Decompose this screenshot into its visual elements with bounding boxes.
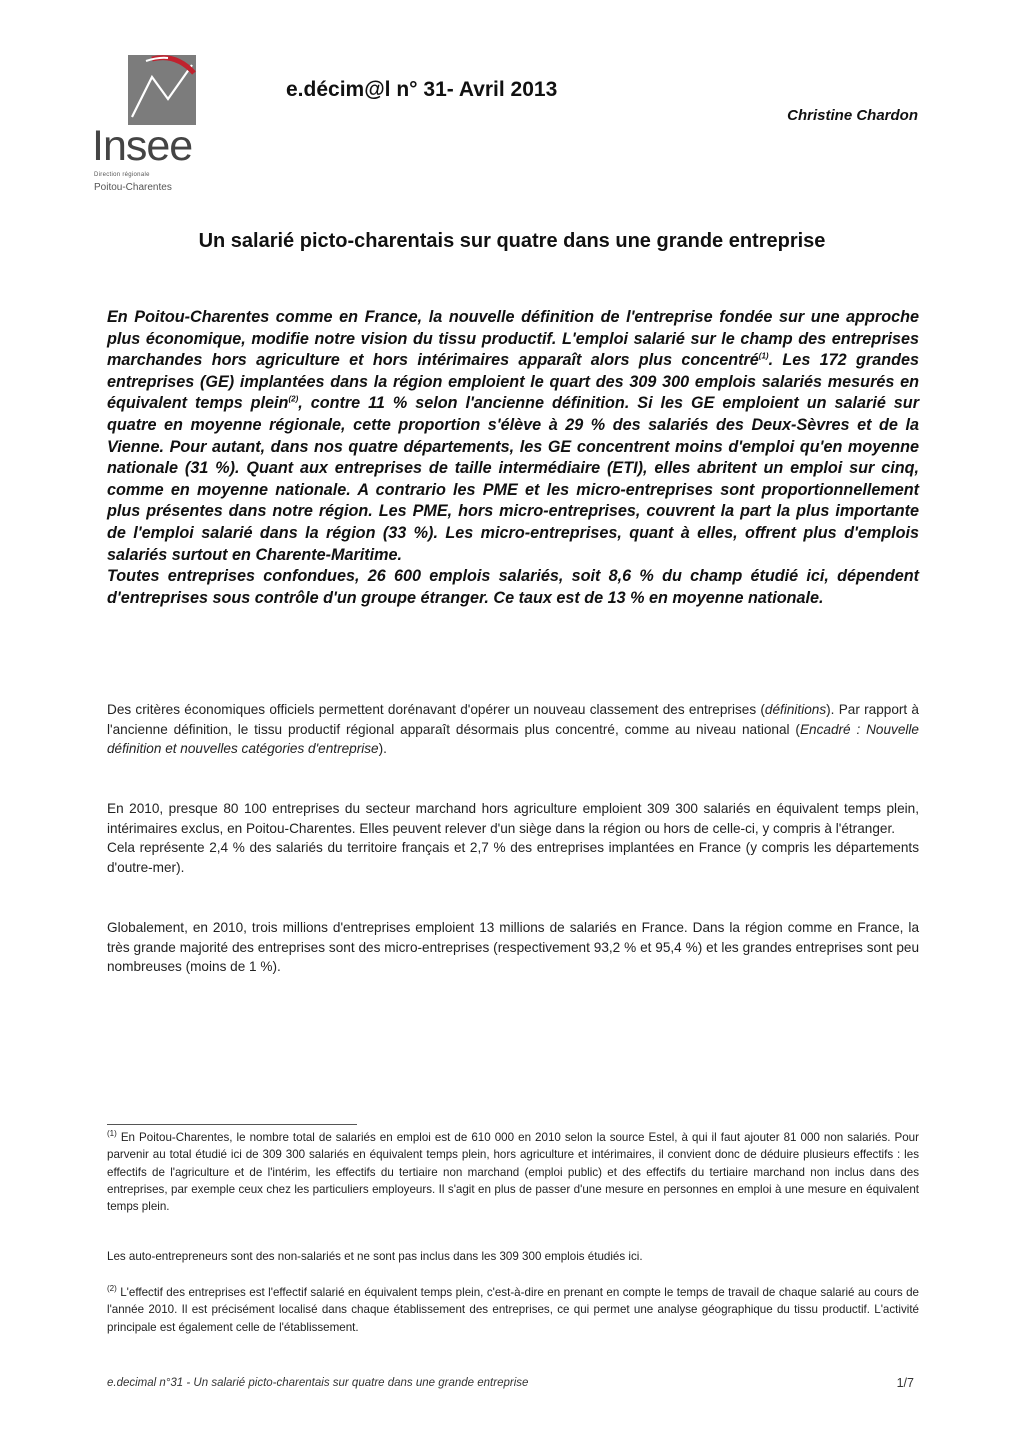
footnote-divider — [107, 1124, 357, 1125]
body-text: En 2010, presque 80 100 entreprises du secteur marchand hors agriculture emploient 309 300 salariés en équivalent temps plein, intérimaires exclus, en Poitou-Charentes. Elles peuvent relever d'un siège dans la région ou hors de celle-ci, y compris à l'étranger. — [107, 801, 919, 836]
author-name: Christine Chardon — [787, 107, 918, 124]
footnote-ref-1[interactable]: (1) — [758, 351, 769, 361]
body-text: Des critères économiques officiels permettent dorénavant d'opérer un nouveau classement des entreprises ( — [107, 702, 765, 717]
body-text: Cela représente 2,4 % des salariés du territoire français et 2,7 % des entreprises implantées en France (y compris les départements d'outre-mer). — [107, 840, 919, 875]
body-paragraph-2 — [107, 799, 919, 877]
body-text: ). Par rapport à l'ancienne définition, le tissu productif régional apparaît désormais plus concentré, comme au niveau national ( — [107, 702, 919, 737]
summary-block — [107, 307, 919, 609]
footnote-auto-entrepreneurs — [107, 1248, 919, 1265]
summary-text: . Les 172 grandes entreprises (GE) implantées dans la région emploient le quart des 309 300 emplois salariés mesurés en équivalent temps plein — [107, 351, 919, 413]
document-title: Un salarié picto-charentais sur quatre dans une grande entreprise — [198, 230, 826, 252]
summary-paragraph-2: Toutes entreprises confondues, 26 600 emplois salariés, soit 8,6 % du champ étudié ici, dépendent d'entreprises sous contrôle d'un groupe étranger. Ce taux est de 13 % en moyenne nationale. — [107, 567, 919, 607]
summary-text: En Poitou-Charentes comme en France, la nouvelle définition de l'entreprise fondée sur une approche plus économique, modifie notre vision du tissu productif. L'emploi salarié sur le champ des entreprises marchandes hors agriculture et hors intérimaires apparaît alors plus concentré — [107, 308, 919, 370]
page-number: 1/7 — [896, 1376, 914, 1390]
summary-paragraph-1 — [107, 307, 919, 566]
body-paragraph-3 — [107, 918, 919, 977]
body-text: ). — [378, 741, 387, 756]
logo-subtitle-region: Poitou-Charentes — [94, 182, 172, 193]
insee-logo-emblem — [128, 55, 196, 125]
footnote-1 — [107, 1129, 919, 1215]
definitions-link[interactable]: définitions — [764, 702, 827, 717]
issue-label: e.décim@l n° 31- Avril 2013 — [286, 78, 558, 101]
footnote-2 — [107, 1284, 919, 1336]
body-paragraph-1 — [107, 700, 919, 759]
footnote-text: En Poitou-Charentes, le nombre total de salariés en emploi est de 610 000 en 2010 selon la source Estel, à qui il faut ajouter 81 000 non salariés. Pour parvenir au total étudié ici de 309 300 salariés en équivalent temps plein, hors agriculture et intérimaires, il convient donc de déduire plusieurs effectifs : les effectifs de l'agriculture et de l'intérim, les effectifs du tertiaire non marchand (emploi public) et des effectifs du tertiaire marchand non inclus dans des entreprises, par exemple ceux chez les particuliers employeurs. Il s'agit en plus de passer d'une mesure en personnes en emploi à une mesure en équivalent temps plein. — [107, 1131, 919, 1214]
body-text: Globalement, en 2010, trois millions d'entreprises emploient 13 millions de salariés en France. Dans la région comme en France, la très grande majorité des entreprises sont des micro-entreprises (respectivement 93,2 % et 95,4 %) et les grandes entreprises sont peu nombreuses (moins de 1 %). — [107, 920, 919, 974]
encadre-link[interactable]: Encadré : Nouvelle définition et nouvelles catégories d'entreprise — [107, 721, 919, 756]
insee-logo — [92, 52, 210, 192]
footnote-text: L'effectif des entreprises est l'effectif salarié en équivalent temps plein, c'est-à-dire en prenant en compte le temps de travail de chaque salarié au cours de l'année 2010. Il est précisément localisé dans chaque établissement des entreprises, ce qui permet une analyse géographique du tissu productif. L'activité principale est également celle de l'établissement. — [107, 1286, 919, 1334]
logo-subtitle-direction: Direction régionale — [94, 172, 150, 178]
logo-graphic-icon — [128, 55, 196, 125]
summary-text: , contre 11 % selon l'ancienne définition. Si les GE emploient un salarié sur quatre en moyenne régionale, cette proportion s'élève à 29 % des salariés des Deux-Sèvres et de la Vienne. Pour autant, dans nos quatre départements, les GE concentrent moins d'emploi qu'en moyenne nationale (31 %). Quant aux entreprises de taille intermédiaire (ETI), elles abritent un emploi sur cinq, comme en moyenne nationale. A contrario les PME et les micro-entreprises sont proportionnellement plus présentes dans notre région. Les PME, hors micro-entreprises, couvrent la part la plus importante de l'emploi salarié dans la région (33 %). Les micro-entreprises, quant à elles, offrent plus d'emplois salariés surtout en Charente-Maritime. — [107, 394, 919, 564]
footnote-marker: (2) — [107, 1284, 117, 1294]
logo-wordmark: Insee — [92, 122, 193, 170]
footnote-text: Les auto-entrepreneurs sont des non-salariés et ne sont pas inclus dans les 309 300 emplois étudiés ici. — [107, 1250, 643, 1263]
page-footer: e.decimal n°31 - Un salarié picto-charentais sur quatre dans une grande entreprise — [107, 1377, 529, 1389]
footnote-ref-2[interactable]: (2) — [288, 394, 299, 404]
footnote-marker: (1) — [107, 1129, 117, 1139]
